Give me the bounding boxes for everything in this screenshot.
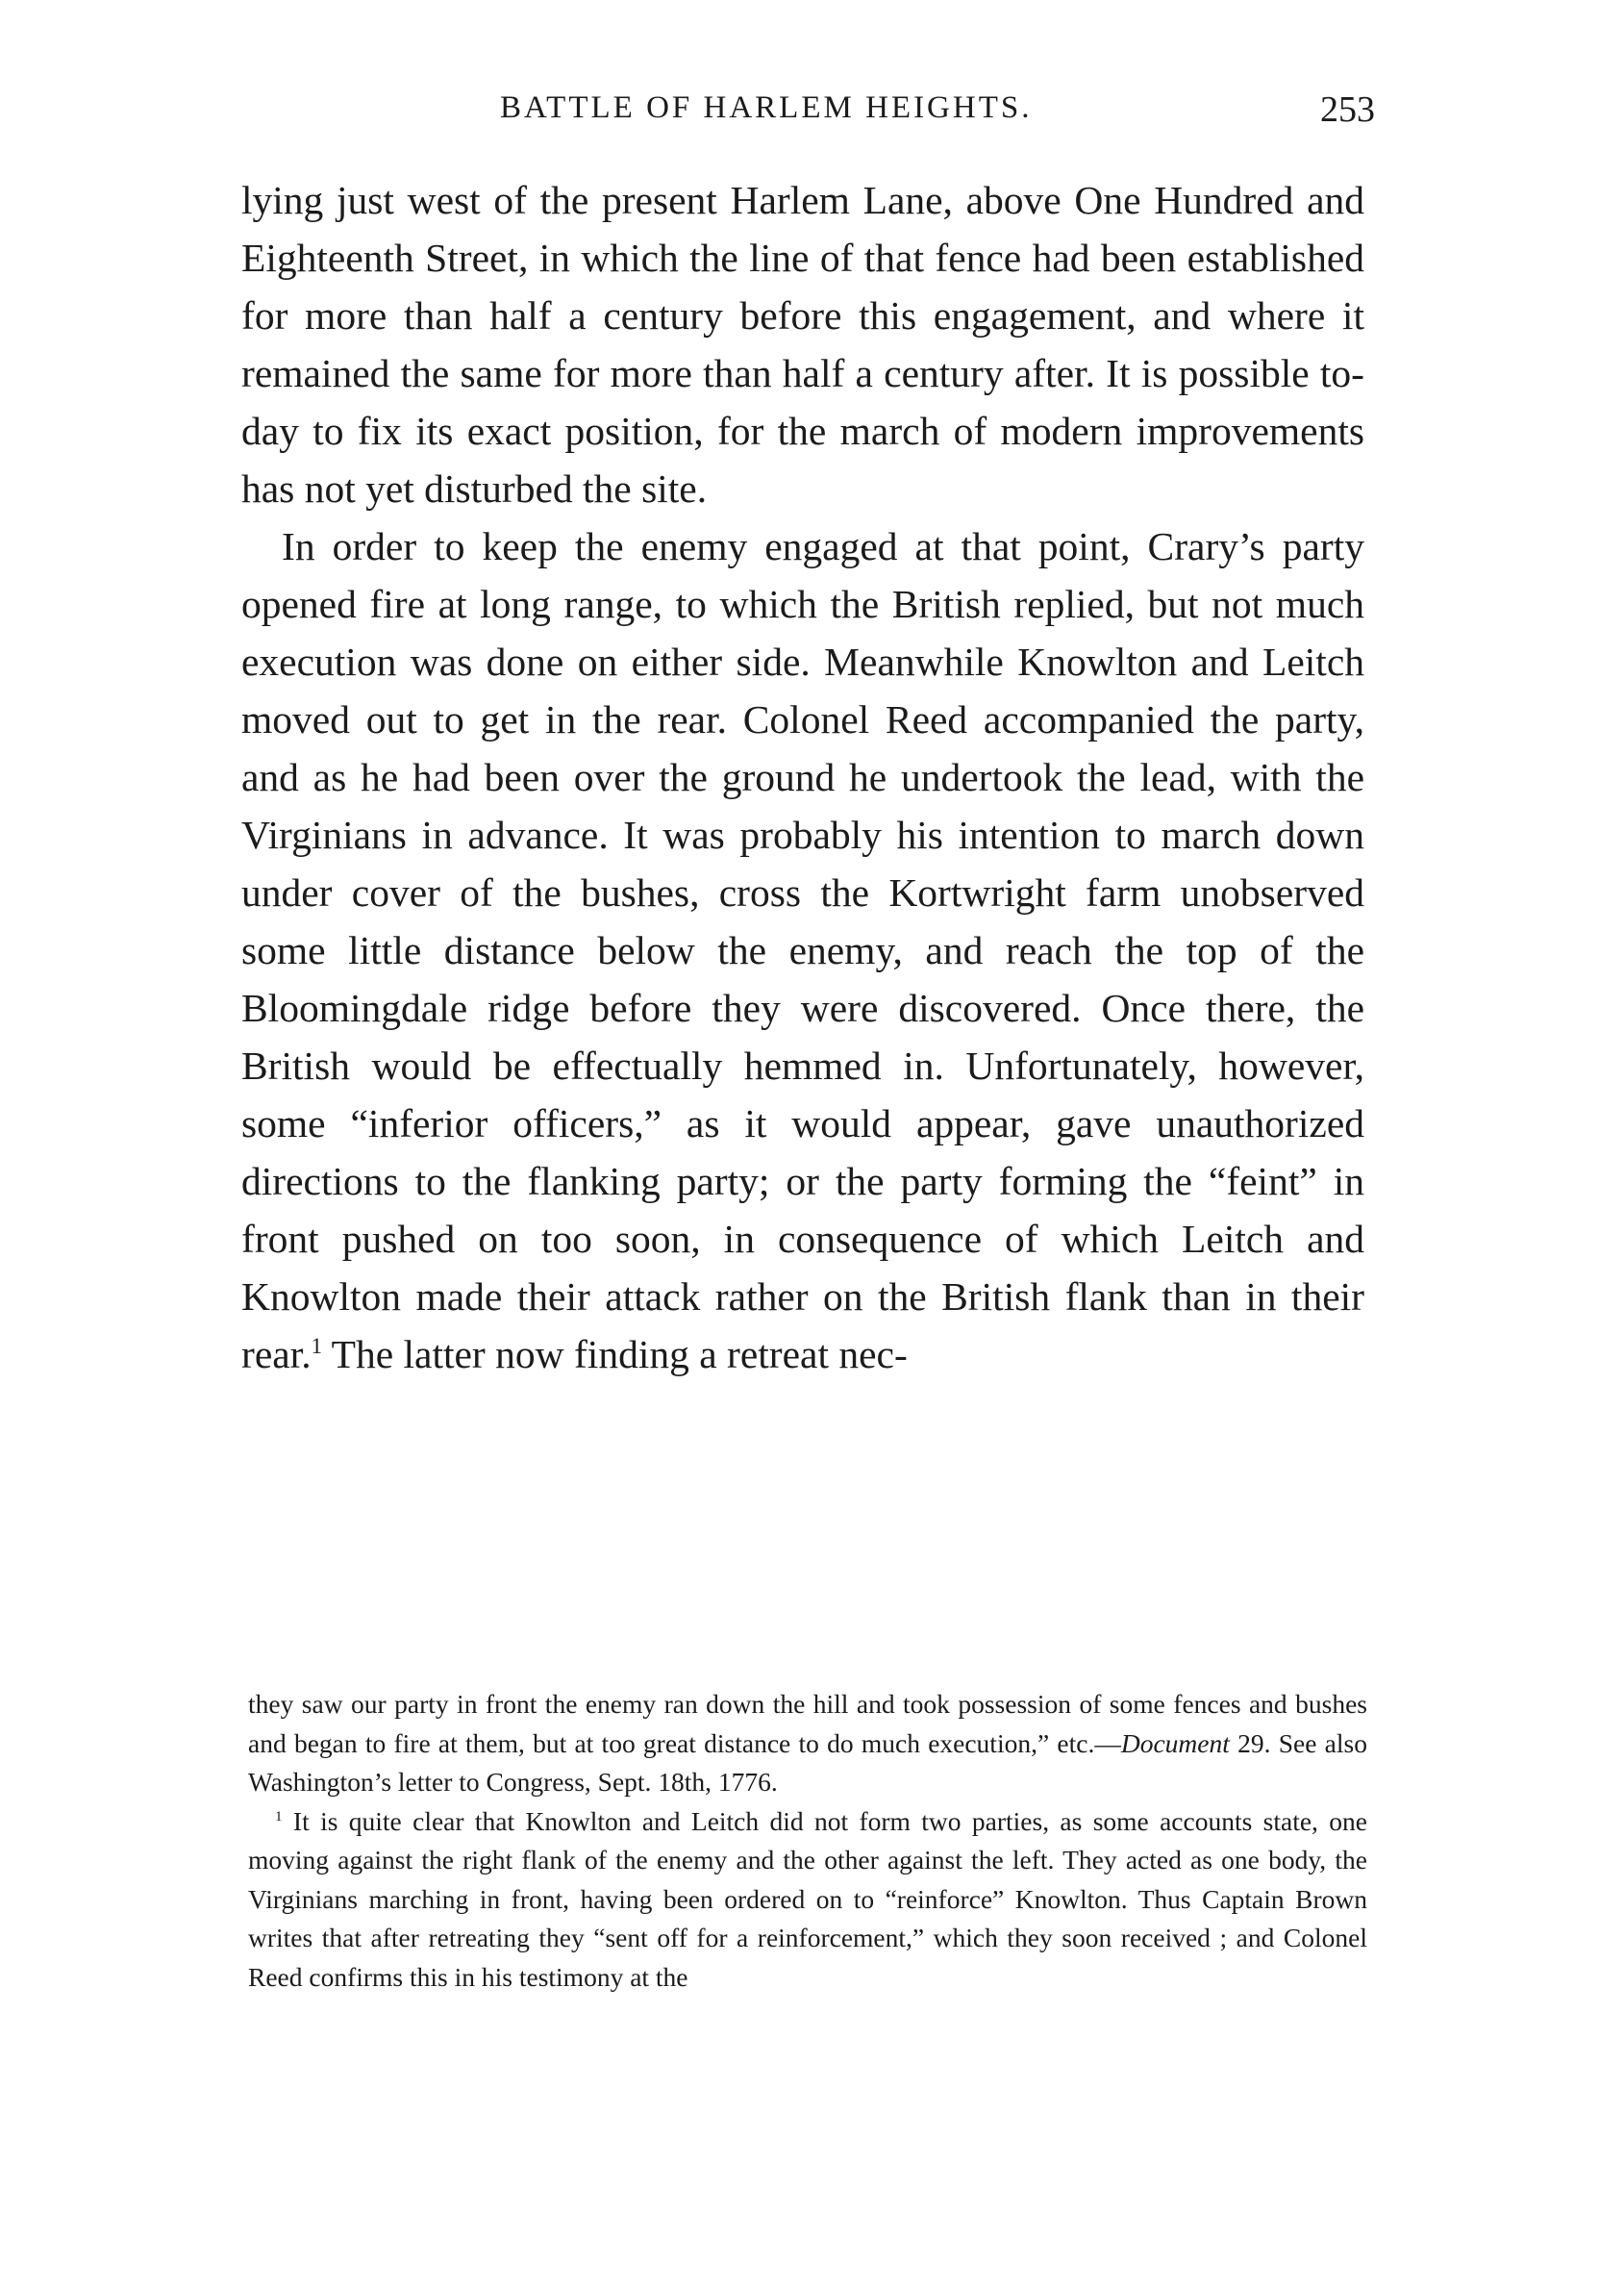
footnote-1-text: It is quite clear that Knowlton and Leitch did not form two parties, as some accounts state, one moving against the right flank of the enemy and the other against the left. They acted as one body, the Virginians marching in front, having been ordered on to “reinforce” Knowlton. Thus Captain Brown writes that after retreating they “sent off for a reinforcement,” which they soon received ; and Colonel Reed confirms this in his testimony at the <box>248 1805 1367 1992</box>
footnote-source-title: Document <box>1120 1727 1230 1758</box>
footnote-continued <box>248 1685 1367 1802</box>
footnote-1 <box>248 1802 1367 1998</box>
footnote-continued-text: they saw our party in front the enemy ran down the hill and took possession of some fences and bushes and began to fire at them, but at too great distance to do much execution,” etc.— <box>248 1689 1367 1758</box>
paragraph-battle-maneuver-tail: The latter now finding a retreat nec- <box>321 1332 908 1376</box>
page-header <box>240 85 1375 142</box>
page-number: 253 <box>1320 89 1375 130</box>
paragraph-continued: lying just west of the present Harlem Lane, above One Hundred and Eighteenth Street, in which the line of that fence had been established for more than half a century before this engagement, and where it remained the same for more than half a century after. It is possible to-day to fix its exact position, for the march of modern improvements has not yet disturbed the site. <box>241 178 1364 511</box>
paragraph-battle-maneuver-text: In order to keep the enemy engaged at that point, Crary’s party opened fire at long range, to which the British replied, but not much execution was done on either side. Meanwhile Knowlton and Leitch moved out to get in the rear. Colonel Reed accompanied the party, and as he had been over the ground he undertook the lead, with the Virginians in advance. It was probably his intention to march down under cover of the bushes, cross the Kortwright farm unobserved some little distance below the enemy, and reach the top of the Bloomingdale ridge before they were discovered. Once there, the British would be effectually hemmed in. Unfortunately, however, some “inferior officers,” as it would appear, gave unauthorized directions to the flanking party; or the party forming the “feint” in front pushed on too soon, in consequence of which Leitch and Knowlton made their attack rather on the British flank than in their rear. <box>241 524 1364 1376</box>
footnotes <box>248 1685 1367 1997</box>
footnote-continued-tail: 29. See also Washington’s letter to Congress, Sept. 18th, 1776. <box>248 1727 1367 1797</box>
running-head: BATTLE OF HARLEM HEIGHTS. <box>500 90 1033 125</box>
footnote-reference-1: 1 <box>311 1334 322 1359</box>
paragraph-battle-maneuver <box>241 517 1364 1383</box>
footnote-1-marker: 1 <box>275 1808 283 1824</box>
main-text <box>241 171 1364 1383</box>
